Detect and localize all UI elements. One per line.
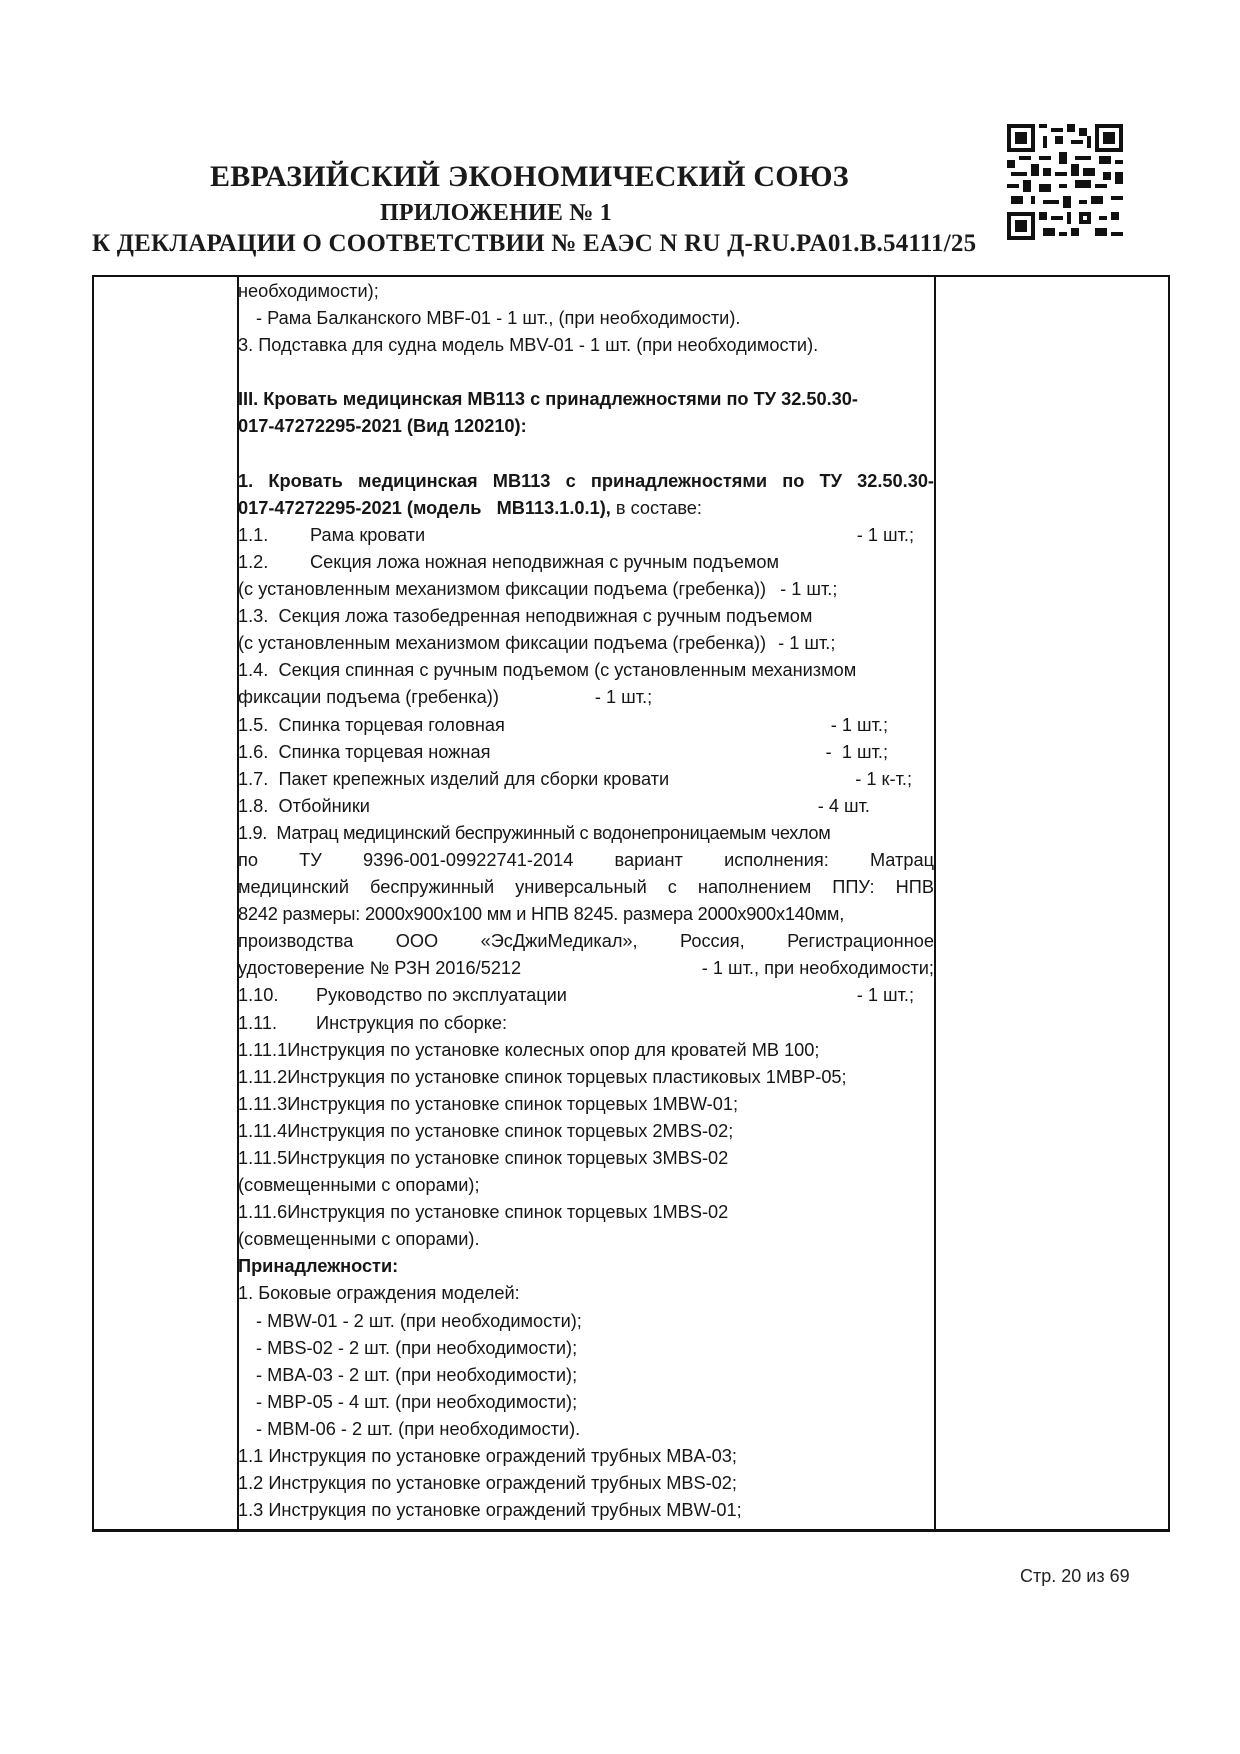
section-title: 017-47272295-2021 (Вид 120210): (238, 416, 527, 437)
text-line: необходимости); (238, 281, 379, 301)
item-qty: - 1 шт.; (856, 985, 914, 1006)
list-item: 1.11.4Инструкция по установке спинок торцевых 2MBS-02; (238, 1120, 734, 1141)
list-item: - MBA-03 - 2 шт. (при необходимости); (256, 1364, 578, 1385)
item-qty: - 1 шт., при необходимости; (701, 958, 934, 979)
item-number: 1.11. (238, 1012, 278, 1033)
item-text: 1.6. Спинка торцевая ножная (238, 741, 491, 762)
list-item: 1.3. Секция ложа тазобедренная неподвижная с ручным подъемом (238, 606, 813, 627)
list-item (238, 522, 934, 549)
list-item: 1.3 Инструкция по установке ограждений трубных MBW-01; (238, 1500, 742, 1521)
list-item (238, 549, 934, 576)
list-item: 1.4. Секция спинная с ручным подъемом (с установленным механизмом (238, 660, 857, 681)
item-text: удостоверение № РЗН 2016/5212 (238, 958, 522, 979)
column-divider (934, 277, 936, 1529)
item-text: (с установленным механизмом фиксации подъема (гребенка)) (238, 579, 767, 600)
item-text: Рама кровати (310, 524, 426, 545)
list-item: - MBM-06 - 2 шт. (при необходимости). (256, 1418, 581, 1439)
list-item: - MBP-05 - 4 шт. (при необходимости); (256, 1391, 578, 1412)
item-title: 1. Кровать медицинская МВ113 с принадлежностями по ТУ 32.50.30- (238, 470, 934, 491)
section-title: III. Кровать медицинская МВ113 с принадлежностями по ТУ 32.50.30- (238, 389, 858, 410)
item-qty: - 1 шт.; (856, 524, 914, 545)
list-item (238, 739, 934, 766)
list-item-cont: производства ООО «ЭсДжиМедикал», Россия, Регистрационное (238, 931, 934, 952)
item-text: Секция ложа ножная неподвижная с ручным подъемом (310, 551, 779, 572)
list-item (238, 766, 934, 793)
item-qty: - 1 к-т.; (855, 768, 912, 789)
declaration-number: К ДЕКЛАРАЦИИ О СООТВЕТСТВИИ № ЕАЭС N RU Д-RU.PA01.B.54111/25 (92, 230, 977, 257)
item-text: 1.7. Пакет крепежных изделий для сборки кровати (238, 768, 670, 789)
list-item: - Рама Балканского MBF-01 - 1 шт., (при необходимости). (256, 308, 741, 329)
item-qty: - 1 шт.; (778, 633, 836, 654)
page-number: Стр. 20 из 69 (1020, 1566, 1130, 1586)
list-item (238, 982, 934, 1009)
item-number: 1.2. (238, 551, 269, 572)
list-item-cont (238, 630, 934, 657)
list-item-cont: медицинский беспружинный универсальный с наполнением ППУ: НПВ (238, 877, 934, 898)
list-item: 1.11.1Инструкция по установке колесных опор для кроватей МВ 100; (238, 1039, 820, 1060)
item-qty: - 1 шт.; (830, 714, 888, 735)
list-item: 1. Боковые ограждения моделей: (238, 1283, 520, 1304)
item-text: (с установленным механизмом фиксации подъема (гребенка)) (238, 633, 767, 654)
list-item: 1.11.5Инструкция по установке спинок торцевых 3MBS-02 (238, 1148, 729, 1168)
list-item-cont: 8242 размеры: 2000х900х100 мм и НПВ 8245. размера 2000х900х140мм, (238, 904, 845, 925)
list-item: 1.2 Инструкция по установке ограждений трубных MBS-02; (238, 1473, 737, 1494)
qr-code-icon (1007, 124, 1123, 240)
item-title-suffix: в составе: (610, 497, 702, 518)
item-number: 1.10. (238, 985, 279, 1006)
list-item: 3. Подставка для судна модель MBV-01 - 1 шт. (при необходимости). (238, 335, 819, 356)
list-item: 1.11.3Инструкция по установке спинок торцевых 1MBW-01; (238, 1093, 738, 1114)
item-text: 1.8. Отбойники (238, 795, 370, 816)
list-item: 1.9. Матрац медицинский беспружинный с водонепроницаемым чехлом (238, 822, 831, 843)
table-content-cell (238, 278, 934, 1524)
list-item (238, 793, 934, 820)
list-item-cont (238, 955, 934, 982)
item-qty: - 1 шт.; (780, 579, 838, 600)
list-item (238, 712, 934, 739)
list-item: 1.1 Инструкция по установке ограждений трубных MBA-03; (238, 1446, 737, 1467)
item-text: Руководство по эксплуатации (316, 985, 567, 1006)
item-qty: - 4 шт. (817, 795, 870, 816)
list-item-cont: (совмещенными с опорами). (238, 1229, 480, 1250)
list-item: - MBS-02 - 2 шт. (при необходимости); (256, 1337, 578, 1358)
list-item: 1.11.2Инструкция по установке спинок торцевых пластиковых 1MBP-05; (238, 1066, 847, 1087)
list-item-cont: (совмещенными с опорами); (238, 1175, 480, 1196)
item-text: Инструкция по сборке: (316, 1012, 508, 1033)
list-item: 1.11.6Инструкция по установке спинок торцевых 1MBS-02 (238, 1202, 729, 1223)
item-qty: - 1 шт.; (825, 741, 888, 762)
item-number: 1.1. (238, 524, 269, 545)
list-item-cont: по ТУ 9396-001-09922741-2014 вариант исполнения: Матрац (238, 849, 934, 870)
item-title: 017-47272295-2021 (модель МВ113.1.0.1), (238, 497, 611, 518)
list-item (238, 1010, 934, 1037)
list-item-cont (238, 684, 934, 711)
item-text: фиксации подъема (гребенка)) (238, 687, 499, 708)
item-text: 1.5. Спинка торцевая головная (238, 714, 505, 735)
appendix-title: ПРИЛОЖЕНИЕ № 1 (380, 200, 612, 226)
accessories-title: Принадлежности: (238, 1256, 399, 1277)
list-item: - MBW-01 - 2 шт. (при необходимости); (256, 1310, 582, 1331)
item-qty: - 1 шт.; (594, 687, 653, 708)
union-title: ЕВРАЗИЙСКИЙ ЭКОНОМИЧЕСКИЙ СОЮЗ (210, 160, 849, 193)
list-item-cont (238, 576, 934, 603)
